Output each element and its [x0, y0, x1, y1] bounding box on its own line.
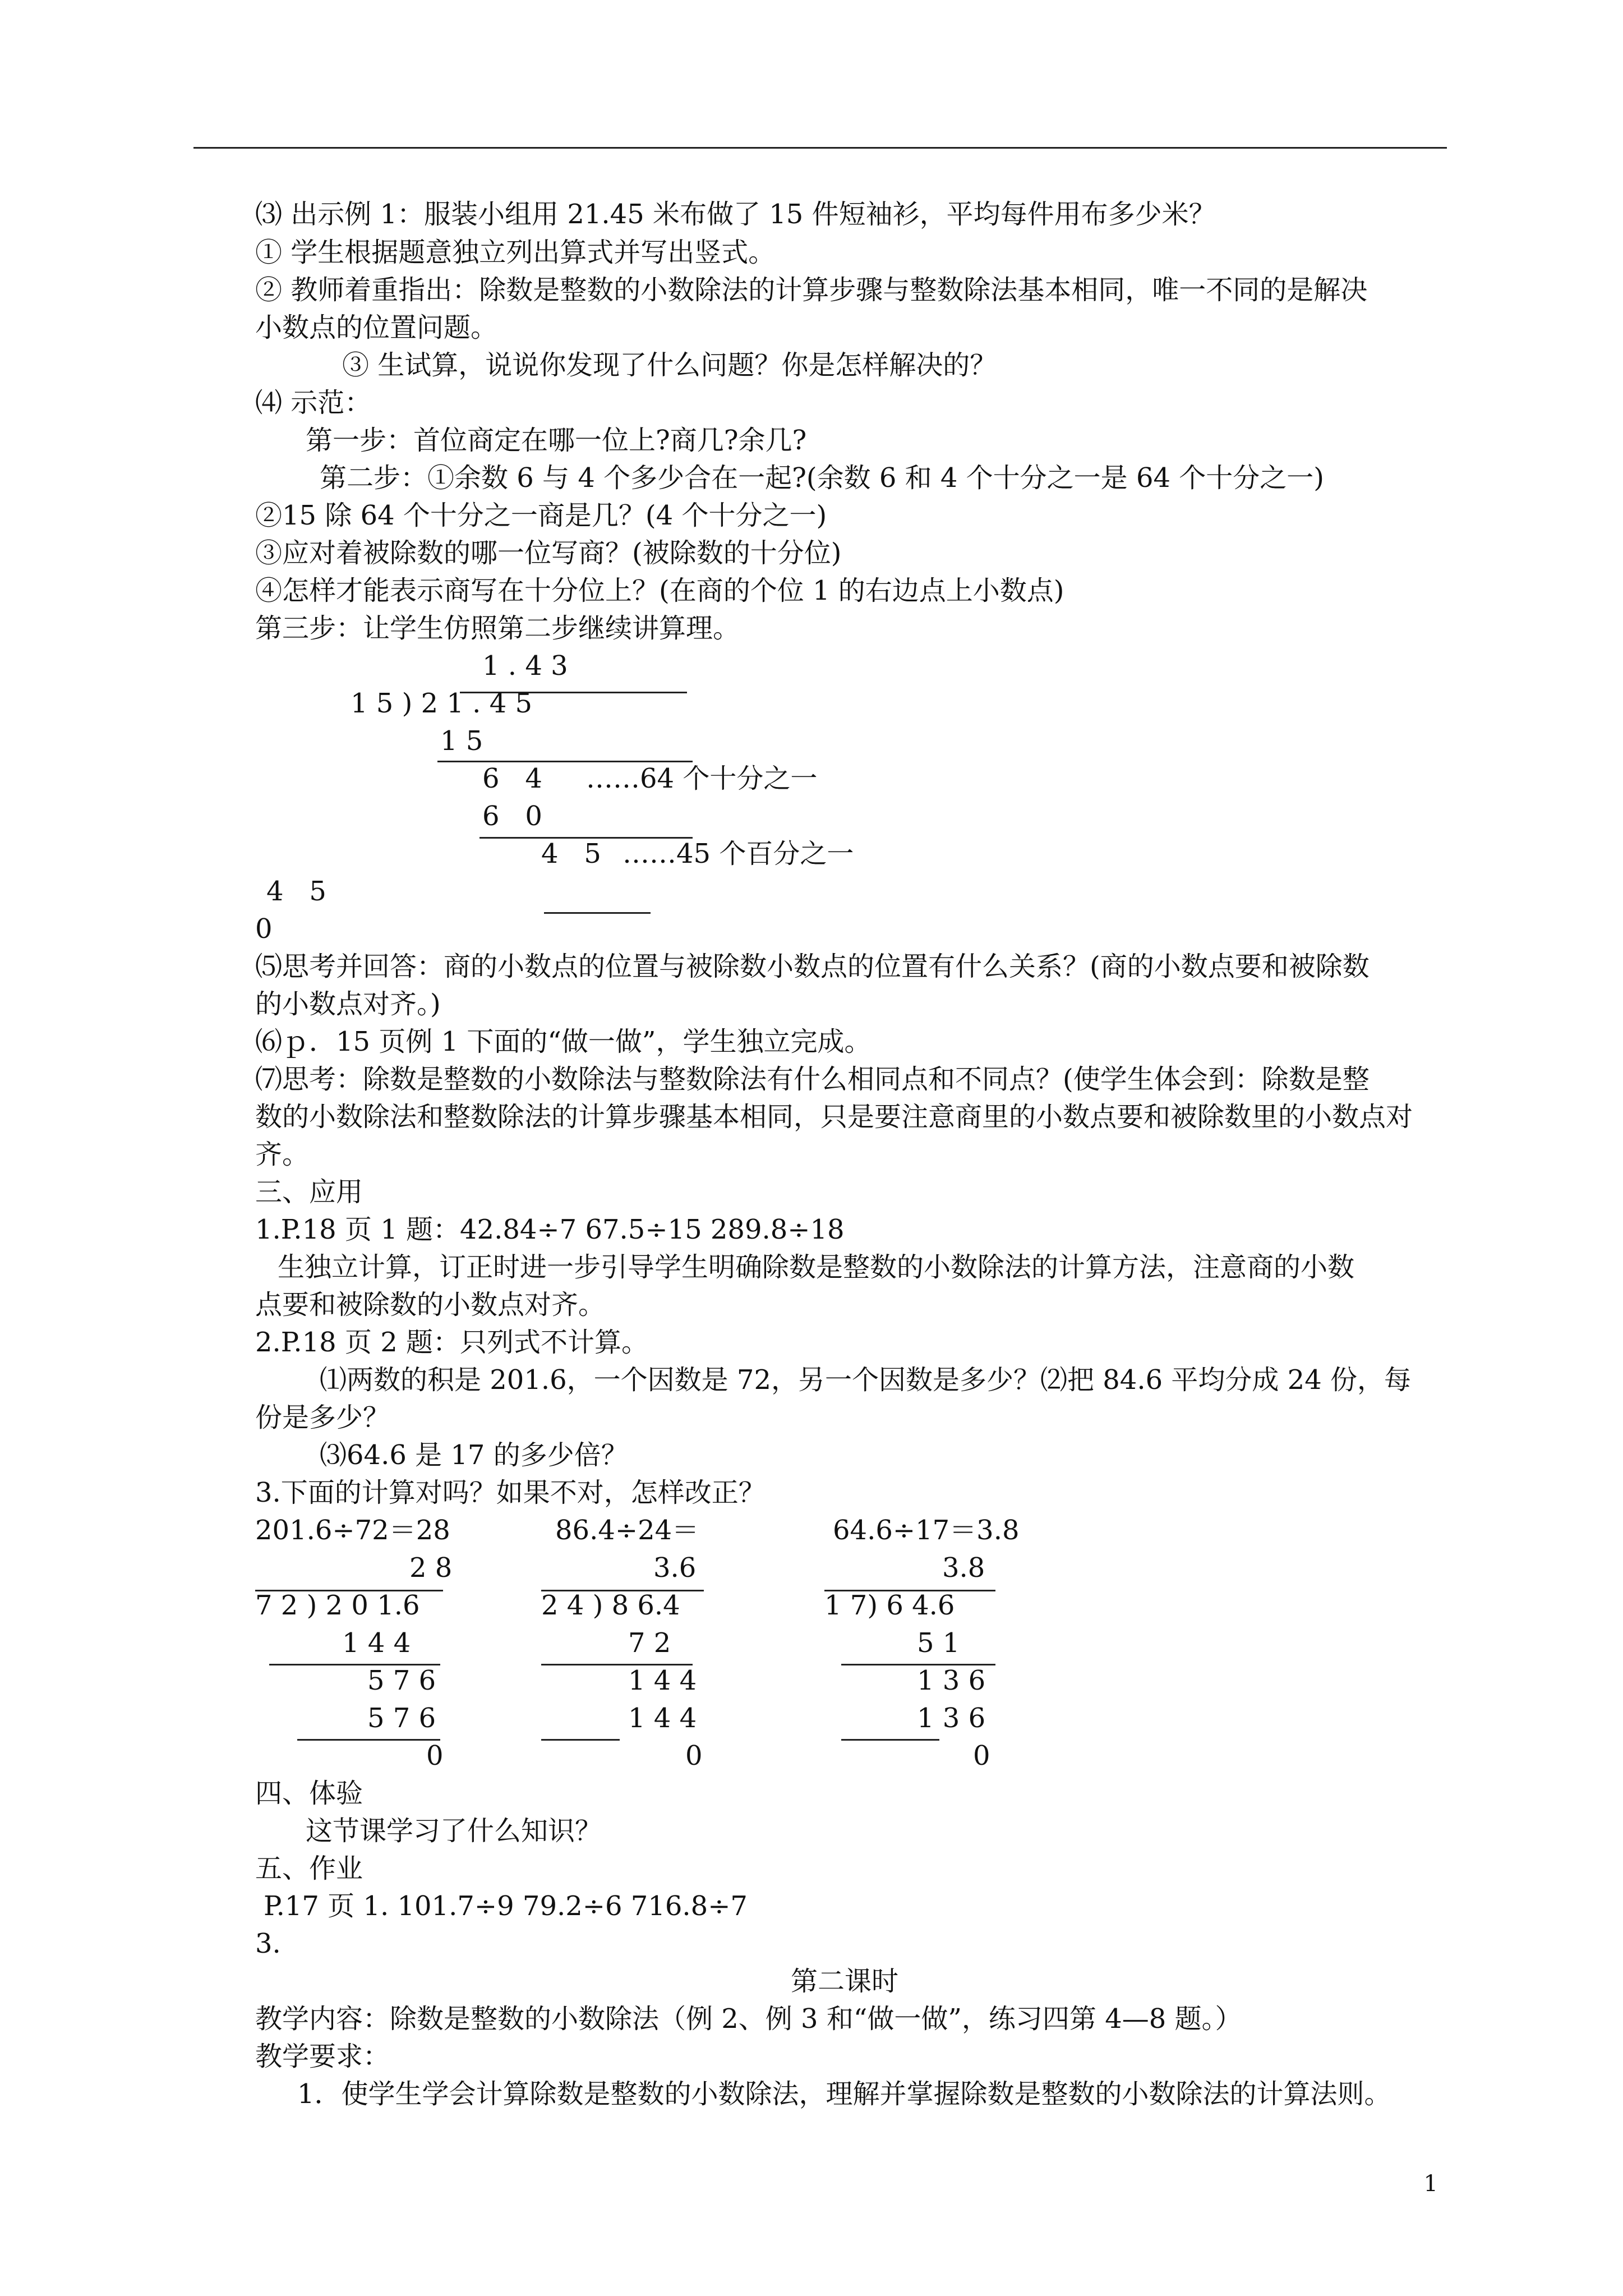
check-equation: 201.6÷72＝28 [255, 1515, 450, 1546]
text-line: 第一步：首位商定在哪一位上?商几?余几? [306, 425, 807, 456]
text-line: ⑹ｐ．15 页例 1 下面的“做一做”，学生独立完成。 [255, 1026, 872, 1057]
text-line: 齐。 [255, 1139, 310, 1170]
division-step: 6 0 [482, 800, 542, 832]
check-setup: 2 4 ) 8 6.4 [541, 1590, 680, 1621]
section-heading: 四、体验 [255, 1778, 363, 1809]
text-line: P.17 页 1. 101.7÷9 79.2÷6 716.8÷7 [264, 1890, 748, 1922]
text-line: ③应对着被除数的哪一位写商？(被除数的十分位) [255, 537, 842, 569]
check-setup: 1 7) 6 4.6 [824, 1590, 955, 1621]
text-line: ⑴两数的积是 201.6，一个因数是 72，另一个因数是多少？⑵把 84.6 平均分成 24 份，每 [320, 1364, 1411, 1396]
text-line: 教学内容：除数是整数的小数除法（例 2、例 3 和“做一做”，练习四第 4—8 题。） [255, 2003, 1242, 2035]
text-line: ⑺思考：除数是整数的小数除法与整数除法有什么相同点和不同点？(使学生体会到：除数是整 [255, 1064, 1370, 1095]
check-row: 0 [426, 1740, 444, 1772]
check-row: 0 [973, 1740, 990, 1772]
check-equation: 86.4÷24＝ [555, 1515, 699, 1546]
text-line: 第三步：让学生仿照第二步继续讲算理。 [255, 613, 740, 644]
text-line: 份是多少？ [255, 1402, 390, 1433]
text-line: 1.P.18 页 1 题：42.84÷7 67.5÷15 289.8÷18 [255, 1214, 845, 1245]
text-line: ⑷ 示范： [255, 387, 372, 418]
check-row: 1 3 6 [917, 1665, 986, 1696]
division-quotient: 1 . 4 3 [482, 650, 568, 682]
check-row: 5 1 [917, 1627, 960, 1659]
text-line: ⑸思考并回答：商的小数点的位置与被除数小数点的位置有什么关系？(商的小数点要和被除数 [255, 951, 1370, 982]
division-note: ……64 个十分之一 [586, 763, 818, 794]
text-line: ② 教师着重指出：除数是整数的小数除法的计算步骤与整数除法基本相同，唯一不同的是解决 [255, 274, 1368, 306]
lesson-title: 第二课时 [791, 1966, 899, 1997]
check-setup: 7 2 ) 2 0 1.6 [255, 1590, 420, 1621]
division-rule [541, 1739, 620, 1741]
text-line: 第二步：①余数 6 与 4 个多少合在一起?(余数 6 和 4 个十分之一是 64 个十分之一) [320, 462, 1325, 494]
division-step: 0 [255, 913, 273, 945]
check-quotient: 3.8 [942, 1552, 985, 1584]
check-row: 5 7 6 [367, 1665, 436, 1696]
text-line: ① 学生根据题意独立列出算式并写出竖式。 [255, 237, 776, 268]
text-line: ⑶ 出示例 1：服装小组用 21.45 米布做了 15 件短袖衫，平均每件用布多少米？ [255, 199, 1216, 230]
text-line: ④怎样才能表示商写在十分位上？(在商的个位 1 的右边点上小数点) [255, 575, 1064, 606]
division-rule [544, 912, 651, 914]
text-line: 1．使学生学会计算除数是整数的小数除法，理解并掌握除数是整数的小数除法的计算法则。 [297, 2078, 1391, 2110]
text-line: 生独立计算，订正时进一步引导学生明确除数是整数的小数除法的计算方法，注意商的小数 [278, 1251, 1355, 1283]
check-row: 1 4 4 [628, 1703, 697, 1734]
division-step: 4 5 [266, 876, 326, 907]
division-step: 1 5 [440, 725, 483, 757]
division-setup: 1 5 ) 2 1 . 4 5 [351, 688, 533, 719]
section-heading: 三、应用 [255, 1176, 363, 1208]
check-equation: 64.6÷17＝3.8 [833, 1515, 1020, 1546]
division-rule [841, 1739, 939, 1741]
text-line: 点要和被除数的小数点对齐。 [255, 1289, 606, 1320]
check-row: 1 4 4 [342, 1627, 411, 1659]
division-step: 4 5 [541, 838, 601, 869]
check-quotient: 2 8 [409, 1552, 453, 1584]
division-step: 6 4 [482, 763, 542, 794]
text-line: 3.下面的计算对吗？如果不对，怎样改正？ [255, 1477, 766, 1508]
text-line: 这节课学习了什么知识？ [306, 1815, 602, 1847]
text-line: 的小数点对齐。) [255, 988, 441, 1020]
text-line: 3. [255, 1928, 281, 1959]
page-number: 1 [1423, 2171, 1438, 2197]
check-row: 1 4 4 [628, 1665, 697, 1696]
text-line: 数的小数除法和整数除法的计算步骤基本相同，只是要注意商里的小数点要和被除数里的小数点对 [255, 1101, 1413, 1133]
text-line: ⑶64.6 是 17 的多少倍？ [320, 1439, 628, 1471]
text-line: 小数点的位置问题。 [255, 312, 498, 343]
check-row: 1 3 6 [917, 1703, 986, 1734]
text-line: ②15 除 64 个十分之一商是几？(4 个十分之一) [255, 500, 827, 531]
check-quotient: 3.6 [653, 1552, 697, 1584]
check-row: 0 [685, 1740, 703, 1772]
text-line: 教学要求： [255, 2041, 390, 2072]
check-row: 5 7 6 [367, 1703, 436, 1734]
header-rule [193, 147, 1447, 149]
text-line: 2.P.18 页 2 题：只列式不计算。 [255, 1327, 649, 1358]
text-line: ③ 生试算，说说你发现了什么问题？你是怎样解决的？ [342, 349, 997, 381]
section-heading: 五、作业 [255, 1853, 363, 1884]
division-note: ……45 个百分之一 [623, 838, 854, 869]
division-rule [297, 1739, 440, 1741]
check-row: 7 2 [628, 1627, 671, 1659]
